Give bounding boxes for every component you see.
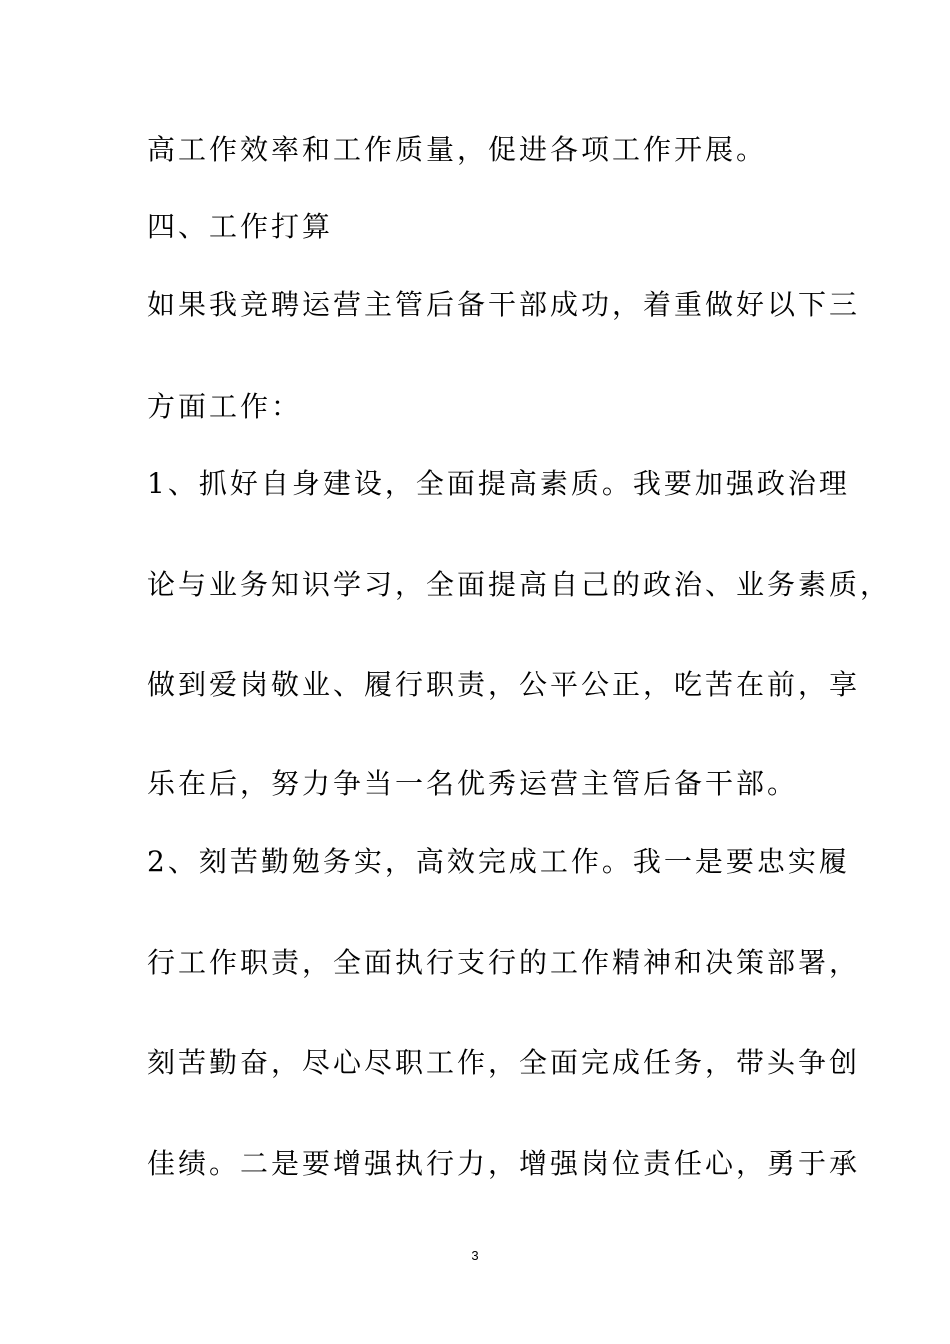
- text-line-4: 方面工作：: [147, 390, 303, 423]
- text-line-6: 论与业务知识学习，全面提高自己的政治、业务素质，: [147, 568, 892, 601]
- text-line-7: 做到爱岗敬业、履行职责，公平公正，吃苦在前，享: [147, 668, 861, 701]
- text-line-3: 如果我竞聘运营主管后备干部成功，着重做好以下三: [147, 288, 861, 321]
- text-line-11: 刻苦勤奋，尽心尽职工作，全面完成任务，带头争创: [147, 1046, 861, 1079]
- text-line-10: 行工作职责，全面执行支行的工作精神和决策部署，: [147, 946, 861, 979]
- page-number: 3: [471, 1248, 479, 1263]
- section-heading-work-plan: 四、工作打算: [147, 210, 334, 243]
- text-line-5: 1、抓好自身建设，全面提高素质。我要加强政治理: [147, 467, 850, 500]
- text-line-12: 佳绩。二是要增强执行力，增强岗位责任心，勇于承: [147, 1147, 861, 1180]
- text-line-1: 高工作效率和工作质量，促进各项工作开展。: [147, 133, 768, 166]
- text-line-8: 乐在后，努力争当一名优秀运营主管后备干部。: [147, 767, 799, 800]
- text-line-9: 2、刻苦勤勉务实，高效完成工作。我一是要忠实履: [147, 845, 850, 878]
